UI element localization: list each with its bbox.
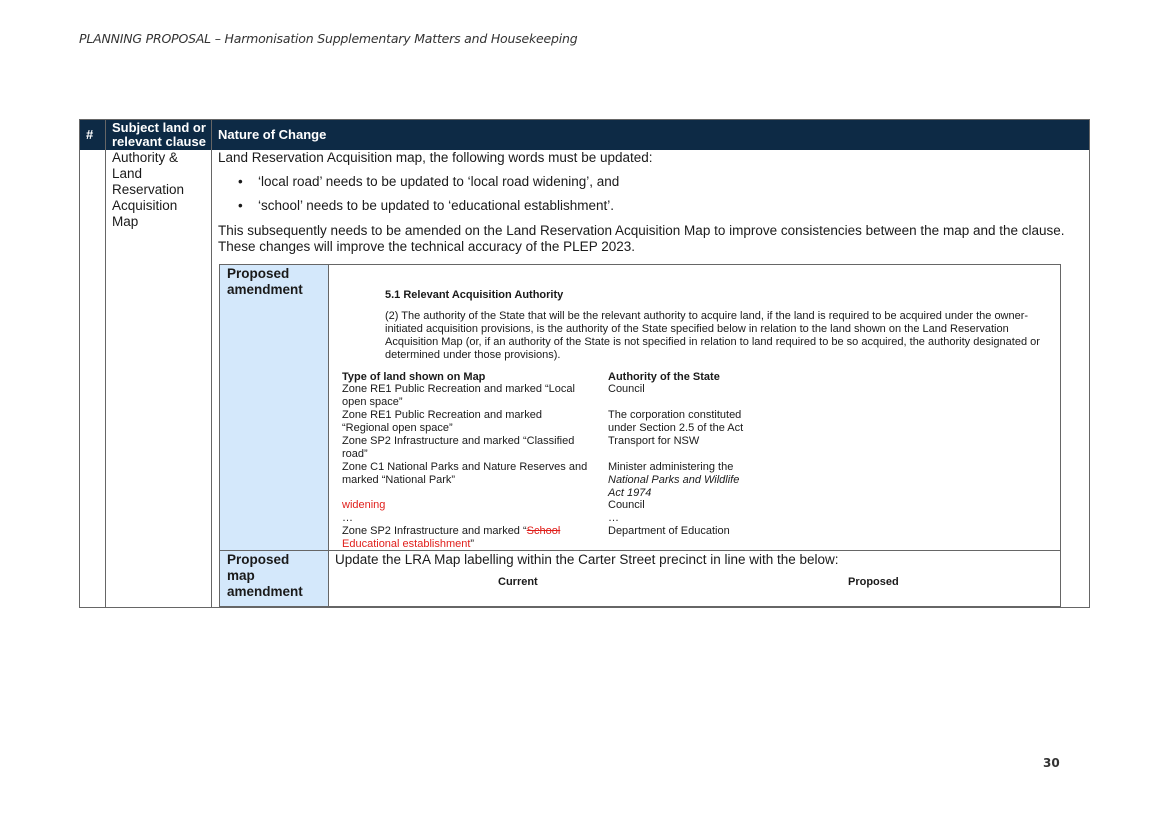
text-line	[342, 538, 560, 551]
subject-line: Acquisition	[112, 198, 178, 213]
label-line: amendment	[227, 584, 303, 599]
label-line: Proposed	[227, 552, 290, 567]
text-span: Zone SP2 Infrastructure and marked “	[342, 525, 527, 537]
label-line: amendment	[227, 282, 303, 297]
proposed-amendment-label	[227, 266, 303, 298]
authority-cell: Council	[608, 499, 645, 511]
authority-cell	[608, 409, 743, 435]
running-header: PLANNING PROPOSAL – Harmonisation Supplementary Matters and Housekeeping	[79, 31, 578, 46]
land-type-cell	[342, 409, 542, 435]
text-line: National Parks and Wildlife	[608, 474, 740, 486]
authority-cell	[608, 383, 645, 396]
deleted-text: School	[526, 525, 561, 537]
text-line: Zone SP2 Infrastructure and marked “Classified	[342, 435, 575, 447]
land-type-cell	[342, 435, 574, 461]
change-explanation: This subsequently needs to be amended on the Land Reservation Acquisition Map to improve consistencies between the map and the clause. These changes will improve the technical accuracy of the PLEP 2023.	[218, 223, 1065, 254]
amendment-table	[219, 264, 1061, 607]
land-type-header: Type of land shown on Map	[342, 371, 486, 383]
page-number: 30	[1043, 756, 1060, 770]
text-line: Act 1974	[608, 487, 652, 499]
text-line: under Section 2.5 of the Act	[608, 422, 744, 434]
label-line: map	[227, 568, 255, 583]
change-table	[79, 119, 1090, 608]
column-divider	[211, 120, 212, 607]
text-line: “Regional open space”	[342, 422, 453, 434]
table-header-row	[80, 120, 1089, 150]
current-map-label: Current	[498, 576, 538, 588]
bullet-text: ‘school’ needs to be updated to ‘educational establishment’.	[258, 198, 614, 213]
text-line: The corporation constituted	[608, 409, 742, 421]
subject-line: Authority &	[112, 150, 179, 165]
column-divider	[328, 265, 329, 606]
ellipsis: …	[342, 512, 353, 524]
subject-line: Map	[112, 214, 139, 229]
land-type-cell	[342, 461, 587, 487]
text-line: Minister administering the	[608, 461, 734, 473]
change-intro: Land Reservation Acquisition map, the following words must be updated:	[218, 150, 653, 165]
authority-cell: Department of Education	[608, 525, 730, 537]
text-line: Zone RE1 Public Recreation and marked	[342, 409, 542, 421]
land-type-cell	[342, 383, 575, 409]
clause-text: (2) The authority of the State that will be the relevant authority to acquire land, if the land is required to be acquired under the owner-initiated acquisition provisions, is the authority of the State specified below in relation to the land shown on the Land Reservation Acquisition Map (or, if an authority of the State is not specified in relation to land required to be so acquired, the authority designated or determined under those provisions).	[385, 310, 1040, 361]
proposed-map-label: Proposed	[848, 576, 899, 588]
bullet-text: ‘local road’ needs to be updated to ‘local road widening’, and	[258, 174, 620, 189]
inserted-text: widening	[342, 499, 386, 511]
authority-cell	[608, 461, 739, 500]
land-type-cell	[342, 525, 560, 551]
clause-title: 5.1 Relevant Acquisition Authority	[385, 289, 564, 301]
text-line: open space”	[342, 396, 403, 408]
authority-cell	[608, 435, 699, 448]
bullet-icon: •	[238, 174, 243, 189]
bullet-icon: •	[238, 198, 243, 213]
text-line	[342, 525, 560, 538]
text-line: Zone C1 National Parks and Nature Reserves and	[342, 461, 588, 473]
header-number: #	[86, 127, 94, 142]
subject-line: Reservation	[112, 182, 185, 197]
text-line: marked “National Park”	[342, 474, 456, 486]
header-subject: Subject land or relevant clause	[112, 120, 206, 149]
text-span: ”	[470, 538, 475, 550]
map-update-text: Update the LRA Map labelling within the Carter Street precinct in line with the below:	[335, 552, 839, 567]
label-line: Proposed	[227, 266, 290, 281]
subject-cell	[112, 150, 184, 230]
authority-header: Authority of the State	[608, 371, 720, 383]
inserted-text: Educational establishment	[342, 538, 471, 550]
text-line: Transport for NSW	[608, 435, 700, 447]
column-divider	[105, 120, 106, 607]
text-line: road”	[342, 448, 368, 460]
proposed-map-amendment-label	[227, 552, 303, 600]
header-nature-of-change: Nature of Change	[218, 127, 327, 142]
subject-line: Land	[112, 166, 143, 181]
text-line: Council	[608, 383, 645, 395]
ellipsis: …	[608, 512, 619, 524]
text-line: Zone RE1 Public Recreation and marked “Local	[342, 383, 575, 395]
